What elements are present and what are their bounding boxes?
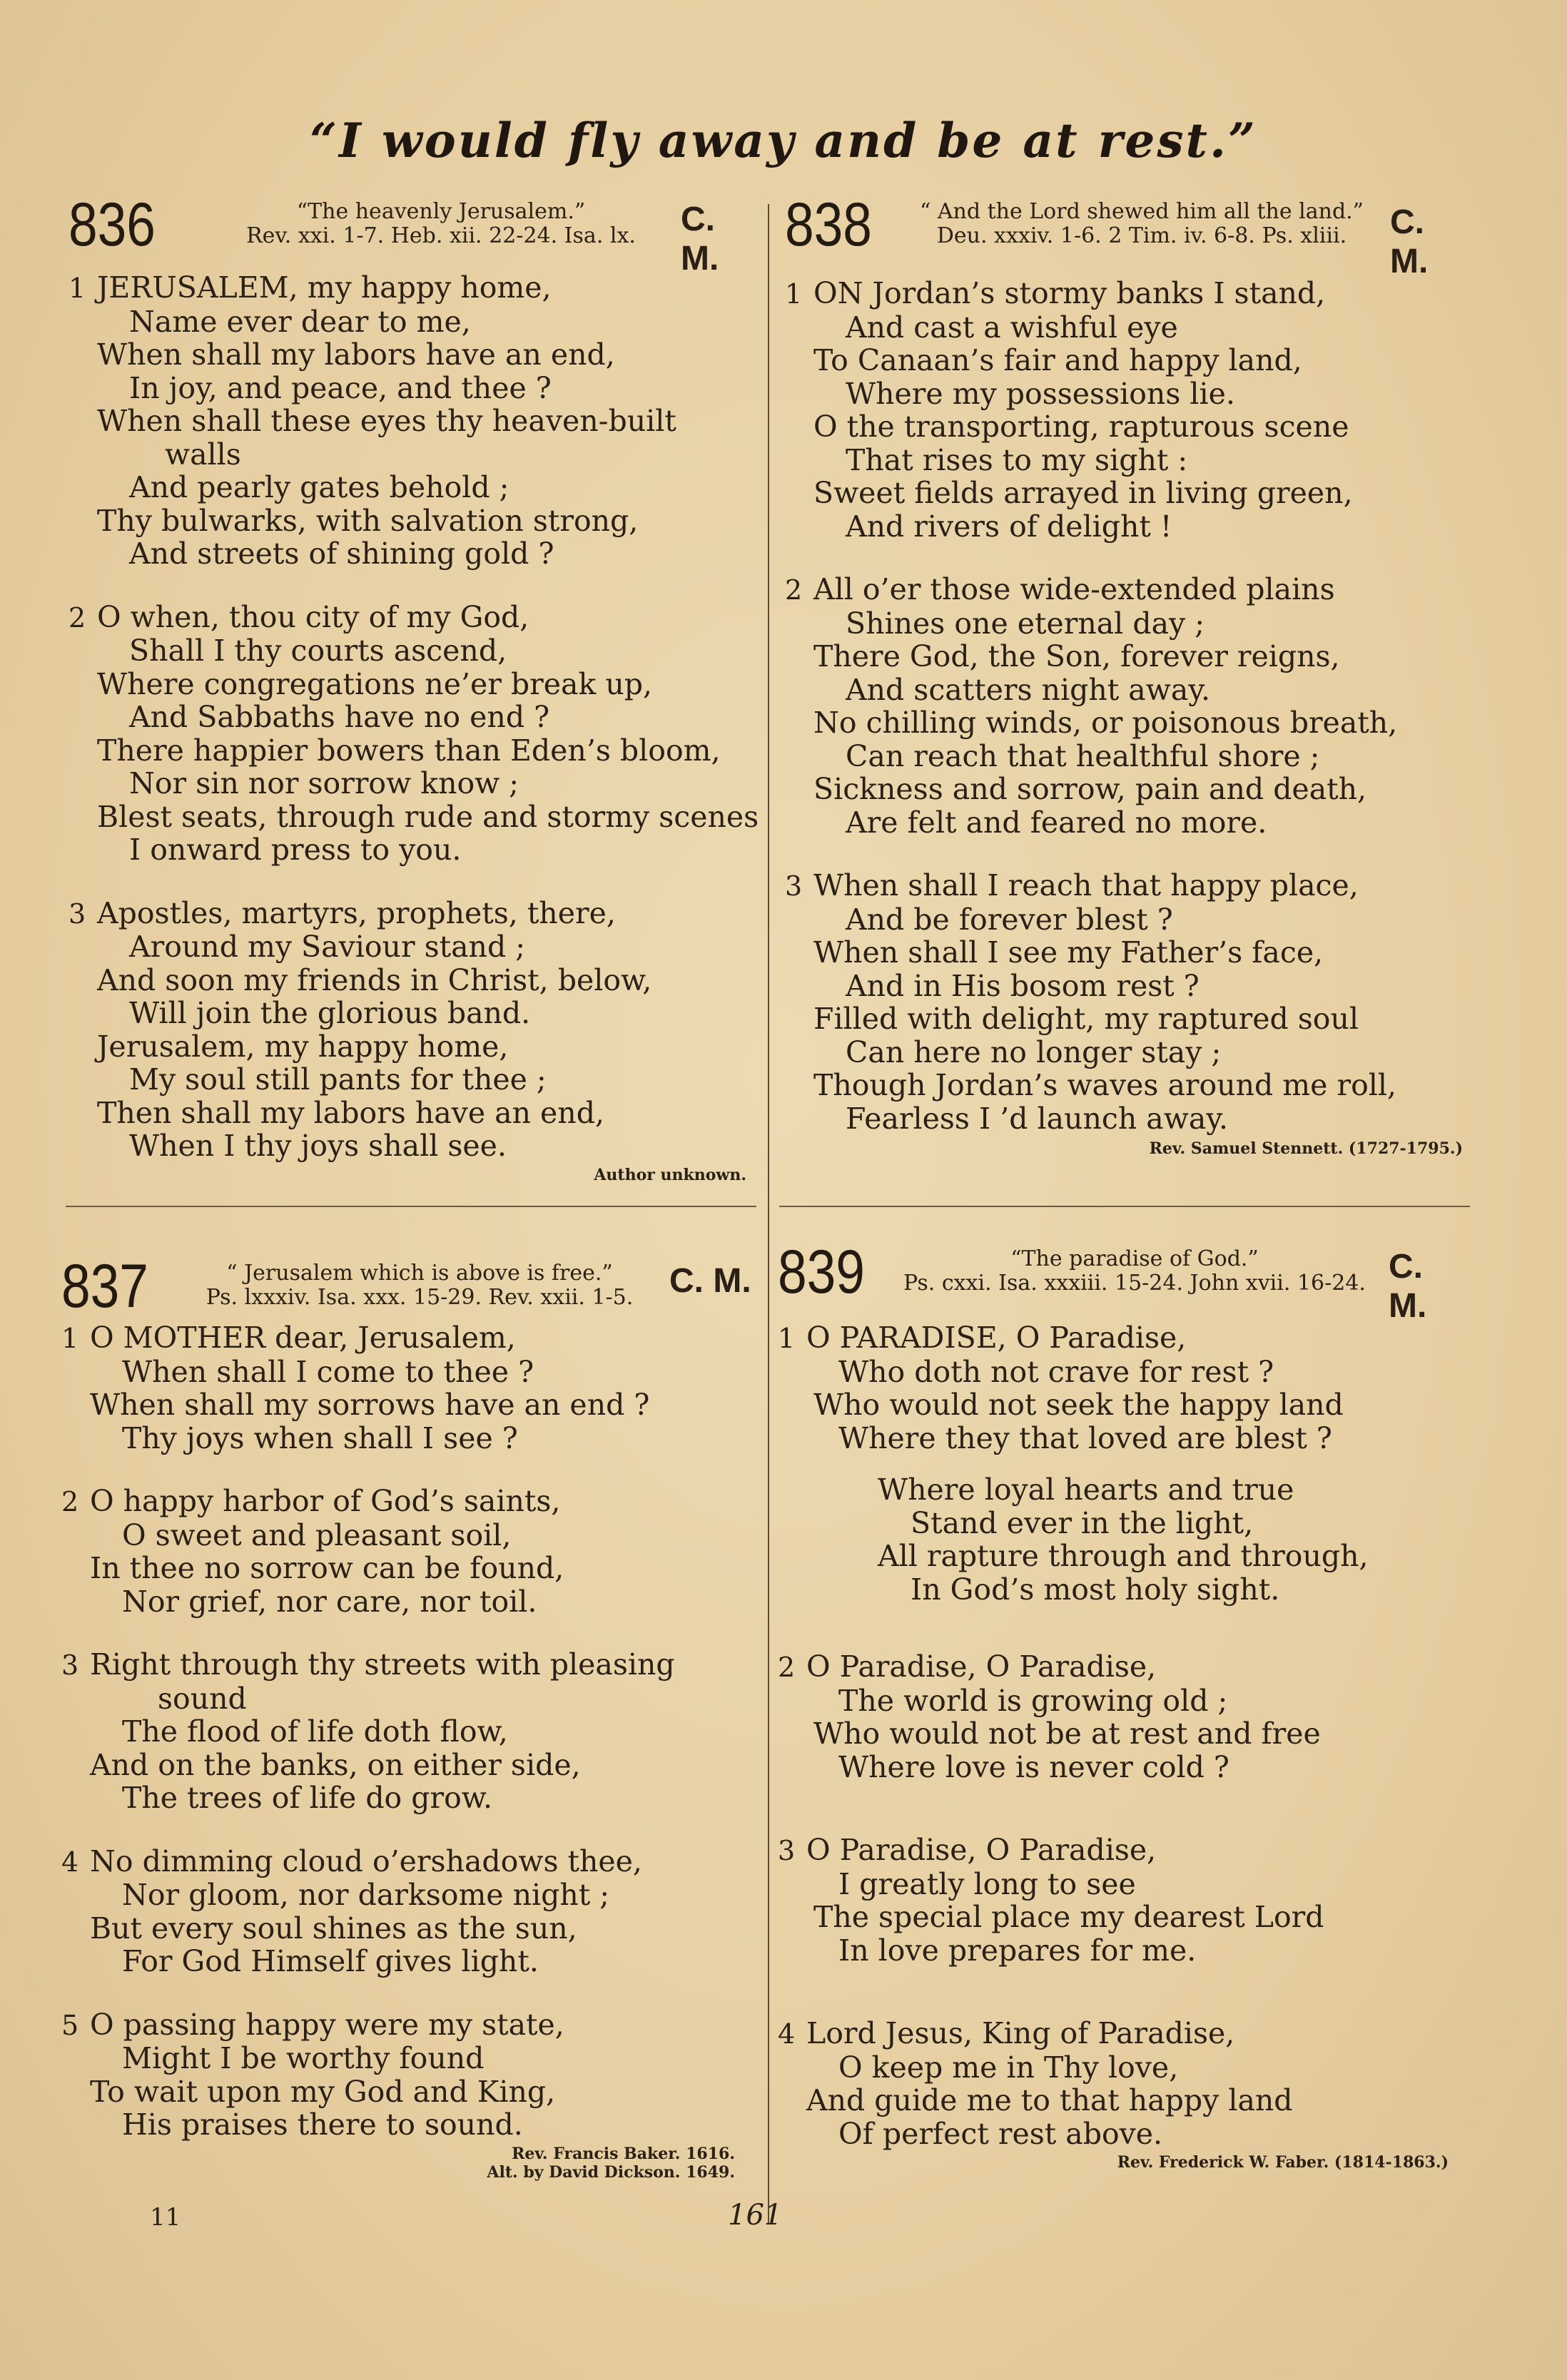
- verse-line: To wait upon my God and King,: [90, 2074, 556, 2109]
- verse-line: All rapture through and through,: [878, 1539, 1369, 1573]
- stanza: [69, 599, 759, 867]
- verse-number: 3: [69, 897, 86, 930]
- signature-mark: 11: [150, 2203, 181, 2232]
- stanza: [785, 573, 1470, 839]
- hymn-references: [170, 200, 712, 248]
- stanza: [785, 277, 1470, 543]
- verse-number: 3: [778, 1835, 796, 1866]
- hymn-number: 838: [785, 190, 872, 259]
- verse-line: Where my possessions lie.: [846, 376, 1235, 411]
- stanza: [61, 1845, 756, 1978]
- verse-line: Of perfect rest above.: [838, 2116, 1163, 2151]
- verse-line: When I thy joys shall see.: [129, 1129, 507, 1163]
- verse-line: There happier bowers than Eden’s bloom,: [97, 733, 721, 768]
- verse-line: Where they that loved are blest ?: [838, 1420, 1332, 1455]
- verse-line: And cast a wishful eye: [846, 310, 1178, 345]
- verse-line: Can reach that healthful shore ;: [846, 738, 1320, 773]
- stanza: [61, 1321, 756, 1455]
- hymn-header: [69, 190, 756, 278]
- verse-line: In thee no sorrow can be found,: [90, 1551, 564, 1585]
- verse-number: 5: [61, 2009, 79, 2041]
- verse-line: But every soul shines as the sun,: [90, 1911, 577, 1946]
- verse-line: When shall I see my Father’s face,: [813, 935, 1324, 970]
- verse-line: When shall my labors have an end,: [97, 337, 615, 372]
- hymn-title: “The paradise of God.”: [1010, 1246, 1259, 1271]
- verse-line: When shall these eyes thy heaven-built: [97, 404, 676, 438]
- hymn-number: 839: [778, 1238, 865, 1306]
- verse-line: And in His bosom rest ?: [846, 968, 1200, 1003]
- verse-line: O the transporting, rapturous scene: [813, 410, 1349, 444]
- hymn-references: [878, 1247, 1391, 1296]
- stanza: [61, 1485, 756, 1618]
- stanza: [61, 1648, 756, 1815]
- verse-line: Though Jordan’s waves around me roll,: [813, 1068, 1397, 1102]
- stanza: [778, 1834, 1470, 1967]
- verse-line: O when, thou city of my God,: [97, 599, 529, 634]
- verse-line: Who would not seek the happy land: [813, 1388, 1344, 1422]
- column-divider: [768, 204, 769, 2223]
- verse-line: Will join the glorious band.: [129, 996, 531, 1030]
- verse-line: O MOTHER dear, Jerusalem,: [90, 1321, 516, 1355]
- verse-line: O Paradise, O Paradise,: [806, 1833, 1157, 1867]
- hymn-title: “ Jerusalem which is above is free.”: [226, 1261, 613, 1286]
- verse-line: The special place my dearest Lord: [813, 1900, 1324, 1934]
- verse-number: 4: [61, 1846, 79, 1878]
- hymn-author: Rev. Frederick W. Faber. (1814-1863.): [1117, 2153, 1449, 2172]
- verse-line: There God, the Son, forever reigns,: [813, 639, 1340, 673]
- verse-line: And pearly gates behold ;: [129, 470, 509, 504]
- hymn-title: “ And the Lord shewed him all the land.”: [919, 199, 1364, 224]
- verse-line: The flood of life doth flow,: [122, 1714, 508, 1749]
- hymn-header: [61, 1252, 756, 1321]
- verse-line: The world is growing old ;: [838, 1683, 1228, 1718]
- verse-line: Sweet fields arrayed in living green,: [813, 476, 1353, 510]
- verse-line: And scatters night away.: [846, 672, 1211, 707]
- verse-line: Nor gloom, nor darksome night ;: [122, 1878, 610, 1912]
- verse-line: And Sabbaths have no end ?: [129, 700, 550, 734]
- scripture-refs: Rev. xxi. 1-7. Heb. xii. 22-24. Isa. lx.: [246, 223, 636, 248]
- verse-number: 2: [69, 601, 86, 634]
- verse-line: Right through thy streets with pleasing: [90, 1647, 675, 1682]
- verse-line: For God Himself gives light.: [122, 1944, 539, 1978]
- verse-line: Thy bulwarks, with salvation strong,: [97, 503, 639, 538]
- verse-line: And be forever blest ?: [846, 902, 1173, 937]
- verse-line: In love prepares for me.: [838, 1933, 1197, 1968]
- hymn-number: 837: [61, 1252, 148, 1321]
- verse-number: 3: [61, 1649, 79, 1681]
- verse-number: 1: [785, 278, 803, 310]
- verse-line: No chilling winds, or poisonous breath,: [813, 706, 1398, 740]
- hymn-author: Rev. Francis Baker. 1616.: [512, 2144, 735, 2163]
- verse-line: His praises there to sound.: [122, 2107, 523, 2142]
- hymn-references: [892, 200, 1391, 248]
- hymn-author-alt: Alt. by David Dickson. 1649.: [487, 2162, 735, 2182]
- hymn-number: 836: [69, 190, 156, 259]
- verse-line: No dimming cloud o’ershadows thee,: [90, 1844, 642, 1878]
- verse-line: sound: [158, 1681, 247, 1716]
- hymn-meter: C. M.: [1389, 1248, 1427, 1325]
- verse-line: Stand ever in the light,: [911, 1505, 1254, 1540]
- verse-line: My soul still pants for thee ;: [129, 1062, 547, 1097]
- scripture-refs: Deu. xxxiv. 1-6. 2 Tim. iv. 6-8. Ps. xliii.: [936, 223, 1347, 248]
- verse-line: And streets of shining gold ?: [129, 536, 554, 571]
- verse-line: Around my Saviour stand ;: [129, 930, 526, 964]
- verse-line: Apostles, martyrs, prophets, there,: [97, 895, 616, 930]
- hymn-838: [785, 190, 1470, 1158]
- verse-line: When shall my sorrows have an end ?: [90, 1388, 650, 1422]
- verse-line: All o’er those wide-extended plains: [813, 572, 1335, 606]
- verse-line: Shines one eternal day ;: [846, 606, 1205, 641]
- hymn-title: “The heavenly Jerusalem.”: [296, 199, 586, 224]
- stanza: [778, 1321, 1470, 1455]
- hymn-author: Author unknown.: [594, 1165, 746, 1184]
- verse-line: Shall I thy courts ascend,: [129, 634, 507, 668]
- verse-line: Nor sin nor sorrow know ;: [129, 766, 519, 800]
- verse-line: In joy, and peace, and thee ?: [129, 370, 552, 405]
- verse-line: I onward press to you.: [129, 833, 462, 867]
- verse-line: Might I be worthy found: [122, 2041, 485, 2075]
- verse-line: Then shall my labors have an end,: [97, 1095, 604, 1130]
- verse-line: ON Jordan’s stormy banks I stand,: [813, 276, 1326, 310]
- verse-line: Are felt and feared no more.: [846, 805, 1267, 840]
- verse-line: JERUSALEM, my happy home,: [97, 270, 552, 305]
- verse-line: I greatly long to see: [838, 1866, 1136, 1901]
- hymn-meter: C. M.: [681, 200, 719, 278]
- scripture-refs: Ps. lxxxiv. Isa. xxx. 15-29. Rev. xxii. 1-5.: [206, 1285, 634, 1310]
- verse-line: Blest seats, through rude and stormy scenes: [97, 799, 759, 834]
- verse-line: And guide me to that happy land: [806, 2083, 1293, 2117]
- verse-line: Where loyal hearts and true: [878, 1473, 1294, 1507]
- verse-line: O passing happy were my state,: [90, 2007, 564, 2042]
- stanza: [69, 271, 756, 571]
- verse-line: Fearless I ’d launch away.: [846, 1101, 1229, 1136]
- verse-line: Who would not be at rest and free: [813, 1717, 1321, 1751]
- verse-line: To Canaan’s fair and happy land,: [813, 343, 1302, 377]
- hymn-meter: C. M.: [669, 1262, 751, 1300]
- verse-line: Filled with delight, my raptured soul: [813, 1002, 1359, 1036]
- section-divider-right: [779, 1206, 1470, 1207]
- verse-line: Jerusalem, my happy home,: [97, 1029, 509, 1064]
- hymn-references: [156, 1261, 684, 1310]
- verse-line: Nor grief, nor care, nor toil.: [122, 1584, 537, 1619]
- verse-line: Can here no longer stay ;: [846, 1034, 1222, 1069]
- stanza: [69, 897, 756, 1163]
- verse-line: O keep me in Thy love,: [838, 2050, 1179, 2085]
- verse-line: Where love is never cold ?: [838, 1749, 1229, 1784]
- verse-number: 1: [69, 273, 86, 304]
- verse-line: O Paradise, O Paradise,: [806, 1649, 1157, 1684]
- verse-line: Where congregations ne’er break up,: [97, 666, 653, 701]
- verse-number: 1: [778, 1323, 796, 1354]
- verse-line: Sickness and sorrow, pain and death,: [813, 772, 1367, 806]
- hymn-header: [785, 190, 1470, 280]
- stanza: [778, 1650, 1470, 1784]
- verse-line: In God’s most holy sight.: [911, 1572, 1280, 1607]
- verse-line: Name ever dear to me,: [129, 304, 471, 339]
- verse-line: Who doth not crave for rest ?: [838, 1354, 1274, 1389]
- verse-line: Lord Jesus, King of Paradise,: [806, 2016, 1235, 2050]
- section-divider-left: [66, 1206, 756, 1207]
- verse-line: And on the banks, on either side,: [90, 1747, 581, 1782]
- stanza: [61, 2008, 756, 2142]
- hymn-header: [778, 1238, 1470, 1325]
- stanza: [778, 2017, 1470, 2150]
- verse-line: Thy joys when shall I see ?: [122, 1420, 518, 1455]
- verse-number: 2: [61, 1486, 79, 1517]
- page-title: “I would fly away and be at rest.”: [310, 113, 1257, 168]
- verse-number: 2: [785, 574, 803, 606]
- stanza-refrain: [778, 1473, 1470, 1606]
- verse-line: walls: [165, 437, 241, 472]
- verse-line: When shall I come to thee ?: [122, 1354, 534, 1389]
- verse-line: O sweet and pleasant soil,: [122, 1517, 512, 1552]
- verse-line: That rises to my sight :: [846, 442, 1188, 477]
- hymn-837: [61, 1252, 756, 2182]
- verse-line: And soon my friends in Christ, below,: [97, 962, 652, 997]
- stanza: [785, 869, 1470, 1135]
- verse-number: 4: [778, 2018, 796, 2050]
- page-number: 161: [728, 2199, 783, 2232]
- verse-number: 1: [61, 1323, 79, 1354]
- verse-line: And rivers of delight !: [846, 509, 1172, 544]
- verse-line: O happy harbor of God’s saints,: [90, 1484, 561, 1518]
- hymn-meter: C. M.: [1390, 203, 1429, 280]
- scripture-refs: Ps. cxxi. Isa. xxxiii. 15-24. John xvii. 16-24.: [903, 1271, 1366, 1296]
- hymn-author: Rev. Samuel Stennett. (1727-1795.): [1149, 1139, 1463, 1158]
- verse-number: 2: [778, 1652, 796, 1683]
- hymn-836: [69, 190, 759, 1184]
- verse-line: The trees of life do grow.: [122, 1781, 493, 1815]
- hymn-839: [778, 1238, 1470, 2172]
- verse-line: O PARADISE, O Paradise,: [806, 1321, 1187, 1355]
- verse-number: 3: [785, 870, 803, 902]
- verse-line: When shall I reach that happy place,: [813, 868, 1359, 902]
